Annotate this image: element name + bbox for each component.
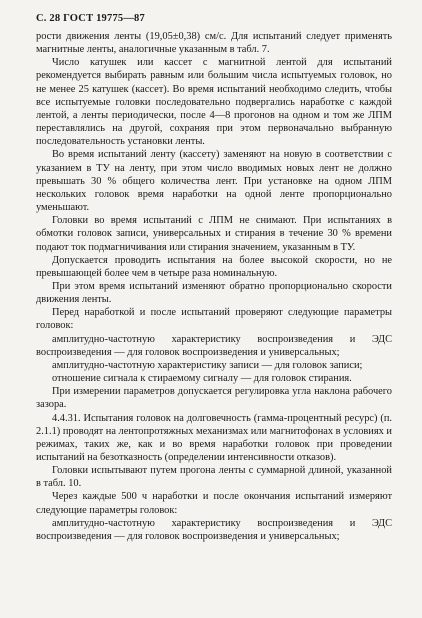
page-number: С. 28: [36, 13, 61, 24]
list-item: амплитудно-частотную характеристику записи — для головок записи;: [52, 359, 363, 371]
page-header: [36, 12, 392, 30]
paragraph-reel-count: Число катушек или кассет с магнитной лентой для испытаний рекомендуется выбирать равным или большим числа испытуемых головок, но не менее 25 катушек (кассет). Во время испытаний необходимо следить, чтобы все испытуемые головки последовательно подвергались наработке с каждой лентой, а ленты периодически, после 4—8 прогонов на одном и том же ЛПМ переставлялись на другой, сохраняя при этом первоначально выбранную последовательность установки ленты.: [36, 57, 392, 148]
paragraph-heads-not-removed: Головки во время испытаний с ЛПМ не снимают. При испытаниях в обмотки головок записи, универсальных и стирания в течение 30 % времени подают ток подмагничивания или стирания значением, указанным в ТУ.: [36, 215, 392, 253]
paragraph-gap-adjustment: При измерении параметров допускается регулировка угла наклона рабочего зазора.: [36, 386, 392, 411]
paragraph-test-time: При этом время испытаний изменяют обратно пропорционально скорости движения ленты.: [36, 280, 392, 306]
list-item: отношение сигнала к стираемому сигналу — для головок стирания.: [52, 373, 352, 385]
paragraph-500h: Через каждые 500 ч наработки и после окончания испытаний измеряют следующие параметры головок:: [36, 491, 392, 516]
list-item: амплитудно-частотную характеристику воспроизведения и ЭДС воспроизведения — для головок воспроизведения и универсальных;: [36, 517, 392, 542]
paragraph-continuation: рости движения ленты (19,05±0,38) см/с. Для испытаний следует применять магнитные ленты, аналогичные указанным в табл. 7.: [36, 31, 392, 56]
paragraph-parameters-intro: Перед наработкой и после испытаний проверяют следующие параметры головок:: [36, 307, 392, 332]
paragraph-4-4-31: 4.4.31. Испытания головок на долговечность (гамма-процентный ресурс) (п. 2.1.1) проводят на лентопротяжных механизмах или магнитофонах в условиях и режимах, таких же, как и во время наработки головок при проведении испытаний на безотказность (определении интенсивности отказов).: [36, 412, 392, 463]
paragraph-higher-speed: Допускается проводить испытания на более высокой скорости, но не превышающей более чем в четыре раза номинальную.: [36, 254, 392, 279]
paragraph-tape-length: Головки испытывают путем прогона ленты с суммарной длиной, указанной в табл. 10.: [36, 465, 392, 490]
standard-code: ГОСТ 19775—87: [63, 13, 145, 24]
paragraph-tape-replacement: Во время испытаний ленту (кассету) заменяют на новую в соответствии с указанием в ТУ на ленту, при этом число вводимых новых лент не должно превышать 30 % общего количества лент. При установке на одном ЛПМ нескольких головок время наработки на одной ленте пропорционально уменьшают.: [36, 149, 392, 214]
list-item: амплитудно-частотную характеристику воспроизведения и ЭДС воспроизведения — для головок воспроизведения и универсальных;: [36, 333, 392, 358]
body-text: [36, 30, 392, 543]
